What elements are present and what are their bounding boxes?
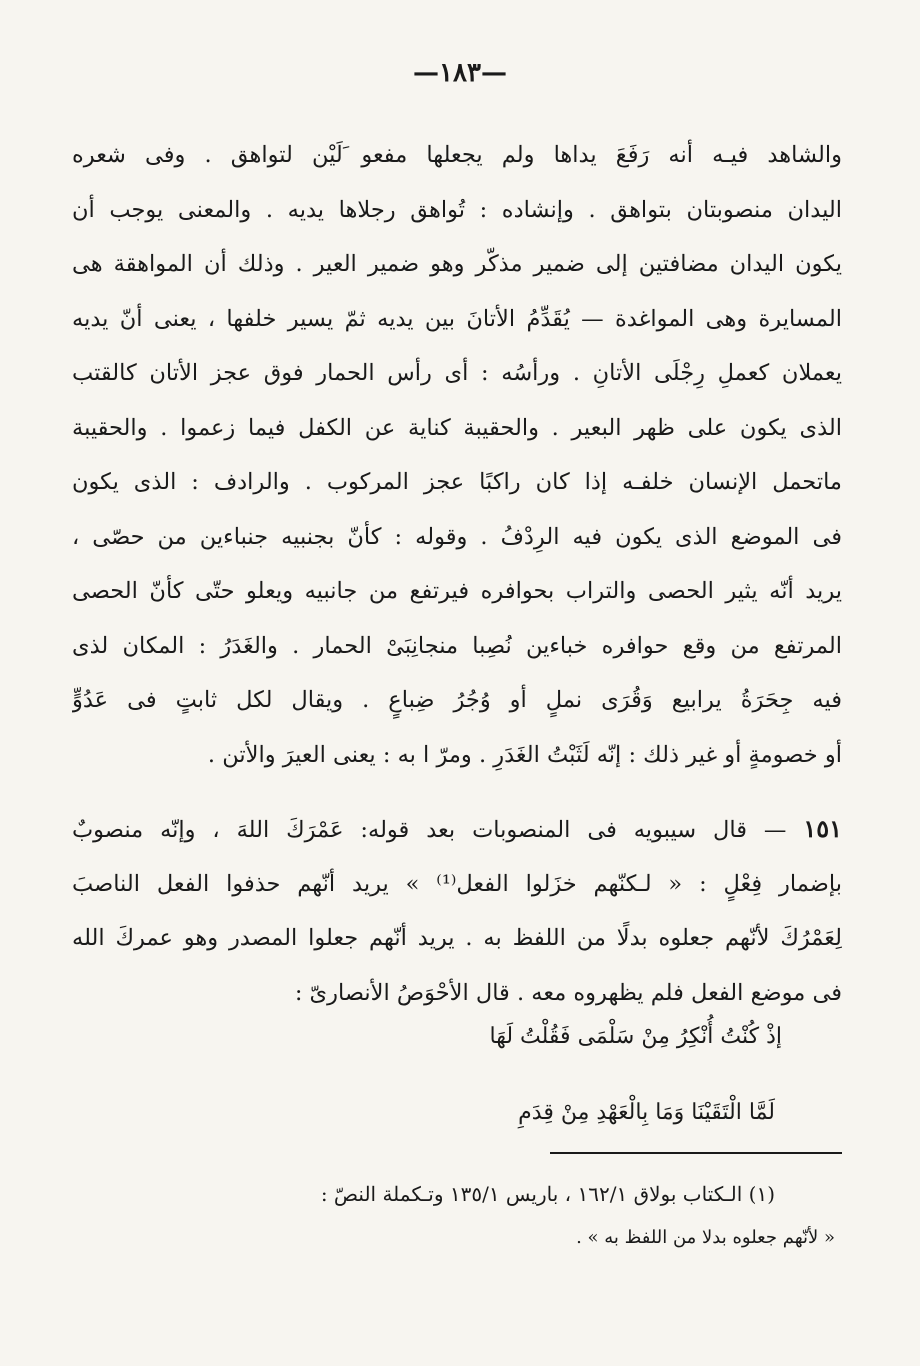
paragraph-commentary bbox=[72, 128, 842, 782]
text-line: فيه جِحَرَةُ يرابيع وَقُرَى نملٍ أو وُجُرُ ضِباعٍ . ويقال لكل ثابتٍ فى عَدُوٍّ bbox=[72, 687, 842, 713]
footnote-line: (١) الـكتاب بولاق ١٦٢/١ ، باريس ١٣٥/١ وتـكملة النصّ : bbox=[320, 1182, 775, 1206]
text-line: المرتفع من وقع حوافره خباءين نُصِبا منجانِبَىْ الحمار . والغَدَرُ : المكان لذى bbox=[72, 632, 842, 659]
text-line: الذى يكون على ظهر البعير . والحقيبة كناية عن الكفل فيما زعموا . والحقيبة bbox=[72, 414, 842, 441]
text-line: فى الموضع الذى يكون فيه الرِدْفُ . وقوله : كأنّ بجنبيه جنباءين من حصّى ، bbox=[72, 523, 842, 550]
footnote-line: « لأنّهم جعلوه بدلا من اللفظ به » . bbox=[576, 1227, 835, 1248]
text-line: يكون اليدان مضافتين إلى ضمير مذكّر وهو ضمير العير . وذلك أن المواهقة هى bbox=[72, 251, 842, 277]
text-line: فى موضع الفعل فلم يظهروه معه . قال الأحْوَصُ الأنصارىّ : bbox=[294, 979, 842, 1006]
paragraph-number: ١٥١ bbox=[803, 814, 842, 843]
paragraph-151 bbox=[72, 802, 842, 1020]
text-line-with-number bbox=[72, 802, 842, 857]
footnote-divider bbox=[550, 1152, 842, 1154]
page-number: —١٨٣— bbox=[413, 58, 507, 88]
text-line: يريد أنّه يثير الحصى والتراب بحوافره فيرتفع من جانبيه ويعلو حتّى كأنّ الحصى bbox=[72, 578, 842, 604]
footnotes bbox=[75, 1172, 835, 1260]
text-line: لِعَمْرُكَ لأنّهم جعلوه بدلًا من اللفظ به . يريد أنّهم جعلوا المصدر وهو عمركَ الله bbox=[72, 925, 842, 951]
text-line-content: — قال سيبويه فى المنصوبات بعد قوله: عَمْرَكَ اللهَ ، وإنّه منصوبٌ bbox=[72, 817, 787, 843]
text-line: يعملان كعملِ رِجْلَى الأتانِ . ورأسُه : أى رأس الحمار فوق عجز الأتان كالقتب bbox=[72, 360, 842, 386]
text-line: المسايرة وهى المواغدة — يُقَدِّمُ الأتانَ بين يديه ثمّ يسير خلفها ، يعنى أنّ يديه bbox=[72, 305, 842, 332]
verse-hemistich-2: لَمَّا الْتَقَيْنَا وَمَا بِالْعَهْدِ مِنْ قِدَمِ bbox=[518, 1100, 775, 1125]
text-line: بإضمار فِعْلٍ : « لـكنّهم خزَلوا الفعل⁽¹⁾ » يريد أنّهم حذفوا الفعل الناصبَ bbox=[72, 870, 842, 897]
text-line: اليدان منصوبتان بتواهق . وإنشاده : تُواهق رجلاها يديه . والمعنى يوجب أن bbox=[72, 196, 842, 223]
text-line: ماتحمل الإنسان خلفـه إذا كان راكبًا عجز المركوب . والرادف : الذى يكون bbox=[72, 469, 842, 495]
text-line: والشاهد فيـه أنه رَفَعَ يداها ولم يجعلها مفعو َلَيْن لتواهق . وفى شعره bbox=[72, 142, 842, 168]
verse-hemistich-1: إذْ كُنْتُ أُنْكِرُ مِنْ سَلْمَى فَقُلْتُ لَهَا bbox=[489, 1024, 782, 1049]
text-line: أو خصومةٍ أو غير ذلك : إنّه لَثَبْتُ الغَدَرِ . ومرّ ا به : يعنى العيرَ والأتن . bbox=[207, 741, 842, 768]
